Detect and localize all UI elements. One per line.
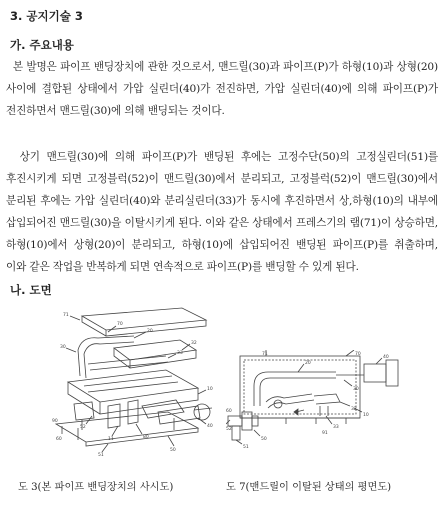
left-label-51: 51 [98, 453, 104, 458]
right-label-52: 52 [226, 427, 232, 432]
left-label-20: 20 [147, 329, 153, 334]
paragraph-1 [6, 56, 438, 144]
figure-perspective-drawing [48, 306, 218, 458]
left-label-52: 52 [80, 425, 86, 430]
right-label-71: 71 [262, 352, 268, 357]
right-label-91: 91 [322, 431, 328, 436]
right-label-50: 50 [261, 437, 267, 442]
right-label-51: 51 [243, 445, 249, 450]
left-label-90: 90 [52, 419, 58, 424]
right-label-33: 33 [333, 425, 339, 430]
section-title: 3. 공지기술 3 [10, 9, 83, 23]
figure-plan-view [226, 350, 422, 450]
paragraph-2 [6, 146, 438, 278]
right-label-10: 10 [363, 413, 369, 418]
subsection-heading-drawings: 나. 도면 [10, 283, 52, 297]
right-label-70: 70 [355, 352, 361, 357]
figure-caption-right: 도 7(맨드릴이 이탈된 상태의 평면도) [226, 482, 392, 493]
left-label-11: 11 [108, 437, 114, 442]
subsection-heading-main-content: 가. 주요내용 [10, 38, 74, 52]
right-label-20: 20 [305, 361, 311, 366]
left-label-71: 71 [63, 313, 69, 318]
left-label-70: 70 [117, 322, 123, 327]
left-label-32: 32 [191, 341, 197, 346]
left-label-30: 30 [60, 345, 66, 350]
figure-caption-left: 도 3(본 파이프 밴딩장치의 사시도) [18, 482, 174, 493]
left-label-50: 50 [170, 448, 176, 453]
left-label-33: 33 [177, 351, 183, 356]
paragraph-1-text: 본 발명은 파이프 밴딩장치에 관한 것으로서, 맨드릴(30)과 파이프(P)가 하형(10)과 상형(20) 사이에 결합된 상태에서 가압 실린더(40)가 전진하면, 가압 실린더(40)에 의해 파이프(P)가 전진하면서 맨드릴(30)에 의해 밴딩되는 것이다. [6, 61, 438, 117]
left-label-10: 10 [207, 387, 213, 392]
left-label-60: 60 [56, 437, 62, 442]
left-label-80: 80 [143, 435, 149, 440]
right-label-32: 32 [351, 407, 357, 412]
right-label-30: 30 [353, 387, 359, 392]
paragraph-2-text: 상기 맨드릴(30)에 의해 파이프(P)가 밴딩된 후에는 고정수단(50)의 고정실린더(51)를 후진시키게 되면 고정블럭(52)이 맨드릴(30)에서 분리되고, 고정블럭(52)이 맨드릴(30)에서 분리된 후에는 가압 실린더(40)와 분리실린더(33)가 동시에 후진하면서 상,하형(10)의 내부에 삽입되어진 맨드릴(30)을 이탈시키게 된다. 이와 같은 상태에서 프레스기의 램(71)이 상승하면, 하형(10)에서 상형(20)이 분리되고, 하형(10)에 삽입되어진 밴딩된 파이프(P)를 취출하며, 이와 같은 작업을 반복하게 되면 연속적으로 파이프(P)를 밴딩할 수 있게 된다. [6, 151, 439, 273]
right-label-40: 40 [383, 355, 389, 360]
right-label-60: 60 [226, 409, 232, 414]
left-label-40: 40 [207, 424, 213, 429]
